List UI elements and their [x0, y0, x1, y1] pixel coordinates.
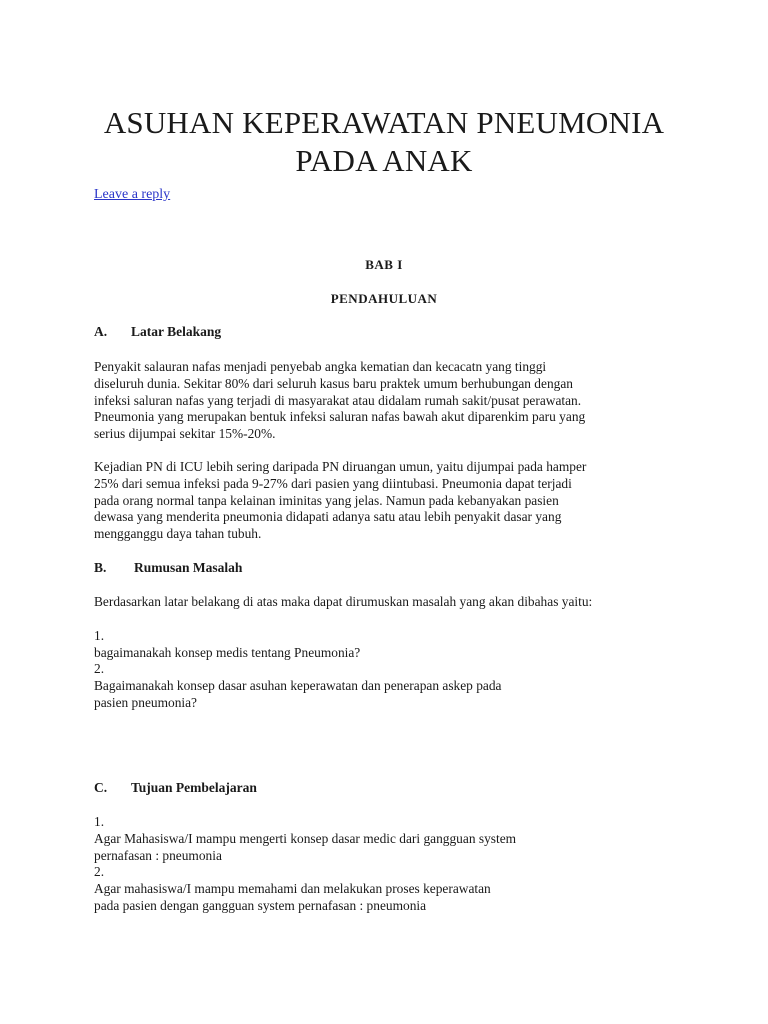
- section-a-paragraph-2: [94, 459, 684, 543]
- item-number: 2.: [94, 661, 105, 676]
- list-item: [94, 814, 684, 848]
- paragraph-line: pada pasien dengan gangguan system pernafasan : pneumonia: [94, 897, 427, 913]
- paragraph-line: 25% dari semua infeksi pada 9-27% dari pasien yang diintubasi. Pneumonia dapat terjadi: [94, 475, 572, 491]
- section-c-heading: [94, 780, 257, 796]
- section-b-intro: [94, 594, 684, 611]
- item-number: 1.: [94, 628, 105, 643]
- title-line-2: PADA ANAK: [295, 143, 473, 178]
- item-text: Bagaimanakah konsep dasar asuhan keperawatan dan penerapan askep pada: [94, 677, 502, 693]
- list-item: [94, 628, 684, 662]
- paragraph-line: Pneumonia yang merupakan bentuk infeksi saluran nafas bawah akut diparenkim paru yang: [94, 409, 586, 425]
- item-text: Agar Mahasiswa/I mampu mengerti konsep dasar medic dari gangguan system: [94, 830, 517, 846]
- paragraph-line: Berdasarkan latar belakang di atas maka dapat dirumuskan masalah yang akan dibahas yaitu:: [94, 594, 593, 609]
- section-a-paragraph-1: [94, 359, 684, 443]
- chapter-label: BAB I: [365, 257, 403, 272]
- list-item: [94, 661, 684, 695]
- paragraph-line: pernafasan : pneumonia: [94, 847, 222, 863]
- section-a-letter: A.: [94, 324, 108, 339]
- section-c-title: Tujuan Pembelajaran: [131, 780, 257, 795]
- paragraph-line: diseluruh dunia. Sekitar 80% dari seluruh kasus baru praktek umum berhubungan dengan: [94, 375, 573, 391]
- section-a-title: Latar Belakang: [131, 324, 222, 339]
- paragraph-line: Kejadian PN di ICU lebih sering daripada PN diruangan umun, yaitu dijumpai pada hamper: [94, 459, 587, 474]
- item-text: Agar mahasiswa/I mampu memahami dan melakukan proses keperawatan: [94, 880, 491, 896]
- document-title: [40, 104, 728, 180]
- section-c-item-2: [94, 864, 684, 914]
- section-b-item-1: [94, 628, 684, 662]
- paragraph-line: dewasa yang menderita pneumonia didapati adanya satu atau lebih penyakit dasar yang: [94, 509, 562, 525]
- item-number: 2.: [94, 864, 105, 879]
- title-line-1: ASUHAN KEPERAWATAN PNEUMONIA: [103, 105, 665, 140]
- section-c-letter: C.: [94, 780, 108, 795]
- leave-reply-link[interactable]: Leave a reply: [94, 187, 171, 202]
- section-a-heading: [94, 324, 221, 340]
- section-c-item-1: [94, 814, 684, 864]
- section-b-item-2: [94, 661, 684, 711]
- chapter-title: PENDAHULUAN: [330, 291, 438, 306]
- list-item: [94, 864, 684, 898]
- paragraph-line: pasien pneumonia?: [94, 694, 197, 710]
- paragraph-line: serius dijumpai sekitar 15%-20%.: [94, 426, 276, 442]
- section-b-title: Rumusan Masalah: [134, 560, 243, 575]
- paragraph-line: infeksi saluran nafas yang terjadi di masyarakat atau didalam rumah sakit/pusat perawatan.: [94, 392, 582, 408]
- paragraph-line: Penyakit salauran nafas menjadi penyebab angka kematian dan kecacatn yang tinggi: [94, 359, 547, 374]
- item-text: bagaimanakah konsep medis tentang Pneumonia?: [94, 644, 361, 660]
- paragraph-line: mengganggu daya tahan tubuh.: [94, 526, 262, 542]
- item-number: 1.: [94, 814, 105, 829]
- paragraph-line: pada orang normal tanpa kelainan iminitas yang jelas. Namun pada kebanyakan pasien: [94, 492, 559, 508]
- section-b-heading: [94, 560, 242, 576]
- section-b-letter: B.: [94, 560, 107, 575]
